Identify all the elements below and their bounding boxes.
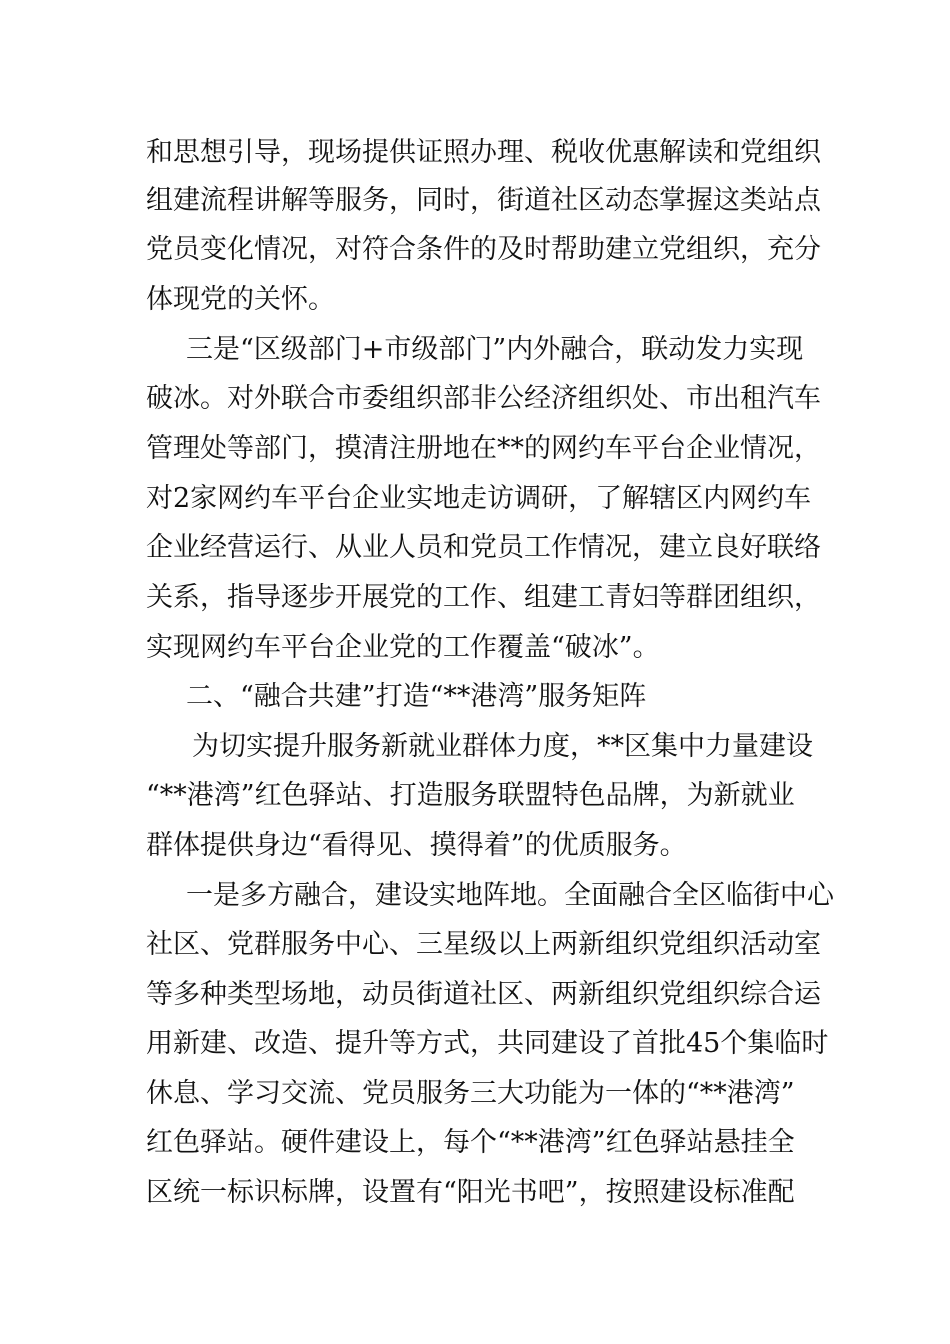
text-line: 群体提供身边“看得见、摸得着”的优质服务。: [146, 830, 687, 861]
text-line: 社区、党群服务中心、三星级以上两新组织党组织活动室: [146, 929, 821, 960]
text-line: 等多种类型场地，动员街道社区、两新组织党组织综合运: [146, 979, 821, 1010]
text-line: 区统一标识标牌，设置有“阳光书吧”，按照建设标准配: [146, 1177, 795, 1208]
text-line: 用新建、改造、提升等方式，共同建设了首批45个集临时: [146, 1028, 829, 1059]
text-line: 实现网约车平台企业党的工作覆盖“破冰”。: [146, 632, 660, 663]
text-line: 党员变化情况，对符合条件的及时帮助建立党组织，充分: [146, 234, 821, 265]
text-line: 为切实提升服务新就业群体力度，**区集中力量建设: [192, 731, 813, 762]
text-line: 组建流程讲解等服务，同时，街道社区动态掌握这类站点: [146, 185, 821, 216]
text-line: 休息、学习交流、党员服务三大功能为一体的“**港湾”: [146, 1078, 795, 1109]
text-line: 企业经营运行、从业人员和党员工作情况，建立良好联络: [146, 532, 821, 563]
text-line: 对2家网约车平台企业实地走访调研，了解辖区内网约车: [146, 483, 812, 514]
text-line: 红色驿站。硬件建设上，每个“**港湾”红色驿站悬挂全: [146, 1127, 795, 1158]
text-line: 一是多方融合，建设实地阵地。全面融合全区临街中心: [186, 880, 834, 911]
text-line: 体现党的关怀。: [146, 284, 335, 315]
text-line: 和思想引导，现场提供证照办理、税收优惠解读和党组织: [146, 137, 821, 168]
text-line: 破冰。对外联合市委组织部非公经济组织处、市出租汽车: [146, 383, 821, 414]
text-line: 三是“区级部门+市级部门”内外融合，联动发力实现: [186, 334, 804, 365]
text-line: “**港湾”红色驿站、打造服务联盟特色品牌，为新就业: [146, 780, 795, 811]
section-heading: 二、“融合共建”打造“**港湾”服务矩阵: [186, 681, 647, 712]
text-line: 关系，指导逐步开展党的工作、组建工青妇等群团组织，: [146, 582, 821, 613]
text-line: 管理处等部门，摸清注册地在**的网约车平台企业情况，: [146, 433, 821, 464]
